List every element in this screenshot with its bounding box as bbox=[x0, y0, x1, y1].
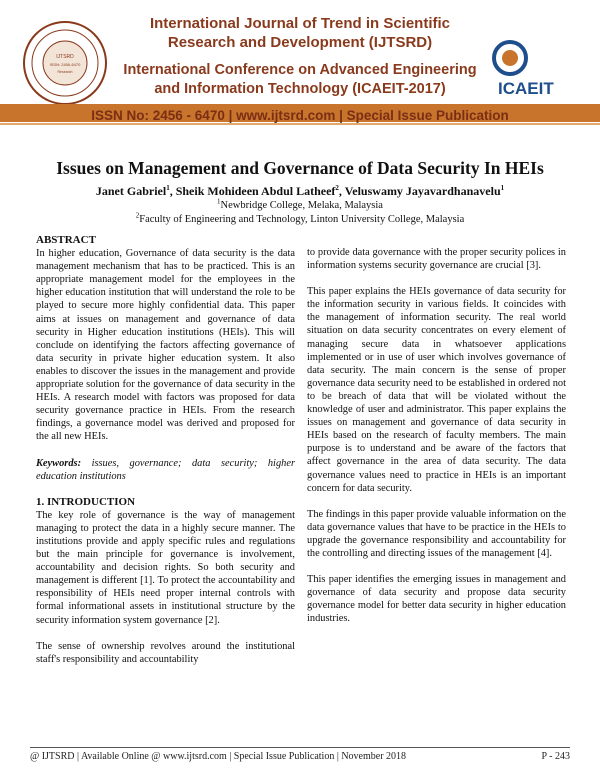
author-name: Sheik Mohideen Abdul Latheef bbox=[175, 184, 336, 198]
keywords bbox=[36, 457, 295, 483]
footer-divider bbox=[30, 747, 570, 748]
paper-title: Issues on Management and Governance of Data Security In HEIs bbox=[56, 158, 544, 178]
issn-band-underline bbox=[0, 123, 600, 125]
author-sup: 1 bbox=[166, 184, 170, 192]
svg-text:ISSN: 2456-6470: ISSN: 2456-6470 bbox=[49, 62, 81, 67]
issn-bar-text: ISSN No: 2456 - 6470 | www.ijtsrd.com | Special Issue Publication bbox=[91, 108, 509, 123]
right-paragraph-2: This paper explains the HEIs governance of data security for the information security in various fields. It coincides with the management of information security. The real world situation on data security concentrates on every element of managing secure data in whatsoever applications implemented or in use of user which involves governance of data security. The main concern is the sense of proper governance data security need to be established in ordered not to be breach of data that will be violated without the knowledge of user and administrator. This paper explains the issues on management and governance of data security in HEIs based on the research of faculty members. The main purpose is to understand and be aware of the factors that affect governance in the area of data security. The data governance values need to practice in HEIs is an important concern for data security. bbox=[307, 286, 566, 494]
footer-text: @ IJTSRD | Available Online @ www.ijtsrd.com | Special Issue Publication | November 2018 bbox=[30, 751, 407, 762]
author-sup: 1 bbox=[500, 184, 505, 192]
journal-header bbox=[0, 0, 600, 150]
affiliation-text: Faculty of Engineering and Technology, Linton University College, Malaysia bbox=[139, 214, 465, 225]
right-paragraph-4: This paper identifies the emerging issues in management and governance of data security and propose data security governance model for better data security in higher education industries. bbox=[307, 574, 566, 625]
intro-paragraph-2: The sense of ownership revolves around the institutional staff's responsibility and accountability bbox=[36, 640, 295, 665]
affiliation-sup: 1 bbox=[217, 197, 221, 206]
right-column bbox=[307, 246, 566, 638]
right-paragraph-1: to provide data governance with the proper security polices in information systems security governance are crucial [3]. bbox=[307, 247, 566, 272]
keywords-text: issues, governance; data security; higher education institutions bbox=[36, 457, 295, 482]
affiliation-1 bbox=[0, 197, 600, 211]
author-name: Janet Gabriel bbox=[95, 184, 167, 198]
left-column bbox=[36, 234, 295, 679]
ijtsrd-seal-logo bbox=[22, 20, 108, 106]
svg-text:IJTSRD: IJTSRD bbox=[56, 54, 74, 60]
author-name: Veluswamy Jayavardhanavelu bbox=[344, 184, 501, 198]
abstract-heading: ABSTRACT bbox=[36, 234, 96, 246]
journal-title-line2: Research and Development (IJTSRD) bbox=[167, 34, 433, 51]
icaeit-logo bbox=[488, 28, 584, 100]
affiliation-sup: 2 bbox=[135, 211, 140, 220]
journal-title-line1: International Journal of Trend in Scientific bbox=[149, 15, 451, 32]
author-sup: 2 bbox=[335, 184, 339, 192]
affiliation-text: Newbridge College, Melaka, Malaysia bbox=[220, 200, 383, 211]
introduction-heading: 1. INTRODUCTION bbox=[36, 495, 136, 508]
intro-paragraph-1: The key role of governance is the way of management managing to protect the data in a highly secure manner. The institutions provide and apply specific rules and regulations but the main principle for governance is involvement, accountability and decision rights. So both security and management is different [1]. To protect the accountability and responsibility of HEIs need proper internal controls with formal informational assets in institutional structure by the security information system governance [2]. bbox=[36, 509, 295, 626]
right-paragraph-3: The findings in this paper provide valuable information on the data governance values that have to be practice in the HEIs to upgrade the governance responsibility and accountability for the controlling and directing issues of the management [4]. bbox=[307, 508, 566, 559]
svg-text:Research: Research bbox=[57, 70, 73, 74]
page-number: P - 243 bbox=[541, 751, 570, 762]
conference-title-line2: and Information Technology (ICAEIT-2017) bbox=[154, 81, 446, 97]
author-list: Janet Gabriel$^1$, Sheik Mohideen Abdul Latheef$^2$, Veluswamy Jayavardhanavelu$^1$ bbox=[95, 184, 505, 198]
abstract-text: In higher education, Governance of data security is the data management mechanism that has to be practiced. This is an appropriate management model for the employees in the higher education institution that will understand the role to be played to secure more highly confidential data. This paper aims at issues on management and governance of data security in Higher education institutions (HEIs). This will conclude on identifying the factors affecting governance of data security in private higher education system. It also enables to discover the issues in the management and provide appropriate solution for the governance of data security in the HEIs. A research model with factors was proposed for data security governance practice in HEIs. From the research findings, a governance model was derived and proposed for the all new HEIs. bbox=[36, 248, 295, 443]
affiliation-2 bbox=[0, 211, 600, 225]
svg-text:ICAEIT: ICAEIT bbox=[498, 79, 554, 98]
keywords-label: Keywords: bbox=[36, 457, 82, 469]
conference-title-line1: International Conference on Advanced Engineering bbox=[123, 62, 477, 78]
